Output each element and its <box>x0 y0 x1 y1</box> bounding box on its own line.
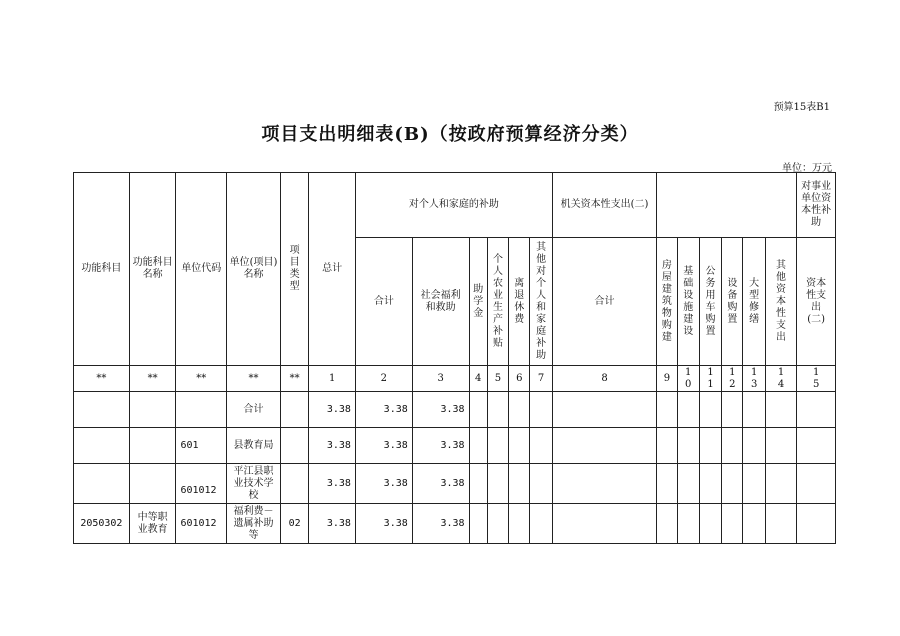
hdr-c-infra: 基础设施建设 <box>677 238 699 366</box>
hdr-p-total: 合计 <box>355 238 412 366</box>
cell-proj-type: 02 <box>280 504 308 544</box>
index-cell: 15 <box>797 366 836 392</box>
hdr-total: 总计 <box>309 173 356 366</box>
hdr-func-code: 功能科目 <box>74 173 130 366</box>
index-cell: ** <box>74 366 130 392</box>
hdr-c-equip: 设备购置 <box>722 238 743 366</box>
index-cell: 12 <box>722 366 743 392</box>
hdr-unit-name: 单位(项目)名称 <box>227 173 281 366</box>
form-code: 预算15表B1 <box>773 102 830 113</box>
cell-p-total: 3.38 <box>355 464 412 504</box>
index-cell: 6 <box>509 366 530 392</box>
cell-p-social: 3.38 <box>412 392 469 428</box>
index-cell: 10 <box>677 366 699 392</box>
cell-func-code <box>74 464 130 504</box>
hdr-group-other: 对事业单位资本性补助 <box>797 173 836 238</box>
table-row <box>74 504 836 544</box>
cell-func-code: 2050302 <box>74 504 130 544</box>
hdr-o-capital: 资本性支出(二) <box>797 238 836 366</box>
cell-func-name <box>129 464 176 504</box>
cell-func-name <box>129 392 176 428</box>
hdr-p-farm: 个人农业生产补贴 <box>487 238 508 366</box>
hdr-p-study: 助学金 <box>469 238 487 366</box>
cell-total: 3.38 <box>309 428 356 464</box>
cell-unit-name: 合计 <box>227 392 281 428</box>
cell-unit-code <box>176 392 227 428</box>
index-cell: 1 <box>309 366 356 392</box>
index-cell: 8 <box>552 366 656 392</box>
cell-proj-type <box>280 428 308 464</box>
index-cell: ** <box>176 366 227 392</box>
hdr-group-capital: 机关资本性支出(二) <box>552 173 656 238</box>
hdr-c-other: 其他资本性支出 <box>765 238 797 366</box>
index-row <box>74 366 836 392</box>
hdr-p-other: 其他对个人和家庭补助 <box>530 238 552 366</box>
cell-unit-name: 平江县职业技术学校 <box>227 464 281 504</box>
index-cell: 5 <box>487 366 508 392</box>
index-cell: 9 <box>657 366 677 392</box>
index-cell: 14 <box>765 366 797 392</box>
hdr-func-name: 功能科目名称 <box>129 173 176 366</box>
table-row <box>74 428 836 464</box>
cell-total: 3.38 <box>309 464 356 504</box>
cell-unit-name: 县教育局 <box>227 428 281 464</box>
index-cell: 7 <box>530 366 552 392</box>
index-cell: 3 <box>412 366 469 392</box>
index-cell: 13 <box>743 366 765 392</box>
hdr-p-retire: 离退休费 <box>509 238 530 366</box>
cell-func-name: 中等职业教育 <box>129 504 176 544</box>
cell-p-social: 3.38 <box>412 504 469 544</box>
cell-total: 3.38 <box>309 504 356 544</box>
cell-proj-type <box>280 392 308 428</box>
hdr-capital-blank <box>657 173 797 238</box>
cell-unit-code: 601012 <box>176 464 227 504</box>
hdr-unit-code: 单位代码 <box>176 173 227 366</box>
cell-p-total: 3.38 <box>355 504 412 544</box>
cell-p-social: 3.38 <box>412 428 469 464</box>
table-row <box>74 464 836 504</box>
cell-total: 3.38 <box>309 392 356 428</box>
cell-unit-code: 601012 <box>176 504 227 544</box>
index-cell: ** <box>280 366 308 392</box>
cell-p-total: 3.38 <box>355 428 412 464</box>
hdr-group-personal: 对个人和家庭的补助 <box>355 173 552 238</box>
hdr-c-total: 合计 <box>552 238 656 366</box>
cell-func-code <box>74 392 130 428</box>
index-cell: 2 <box>355 366 412 392</box>
cell-unit-code: 601 <box>176 428 227 464</box>
hdr-c-car: 公务用车购置 <box>699 238 721 366</box>
cell-func-name <box>129 428 176 464</box>
hdr-p-social: 社会福利和救助 <box>412 238 469 366</box>
hdr-c-house: 房屋建筑物购建 <box>657 238 677 366</box>
index-cell: ** <box>227 366 281 392</box>
table-row <box>74 392 836 428</box>
hdr-proj-type: 项目类型 <box>280 173 308 366</box>
cell-p-total: 3.38 <box>355 392 412 428</box>
page-title: 项目支出明细表(B)（按政府预算经济分类） <box>261 124 639 145</box>
hdr-c-repair: 大型修缮 <box>743 238 765 366</box>
index-cell: ** <box>129 366 176 392</box>
cell-p-social: 3.38 <box>412 464 469 504</box>
cell-func-code <box>74 428 130 464</box>
index-cell: 4 <box>469 366 487 392</box>
unit-label: 单位：万元 <box>782 163 832 174</box>
cell-unit-name: 福利费－遗属补助等 <box>227 504 281 544</box>
cell-proj-type <box>280 464 308 504</box>
expenditure-table <box>73 172 836 544</box>
index-cell: 11 <box>699 366 721 392</box>
